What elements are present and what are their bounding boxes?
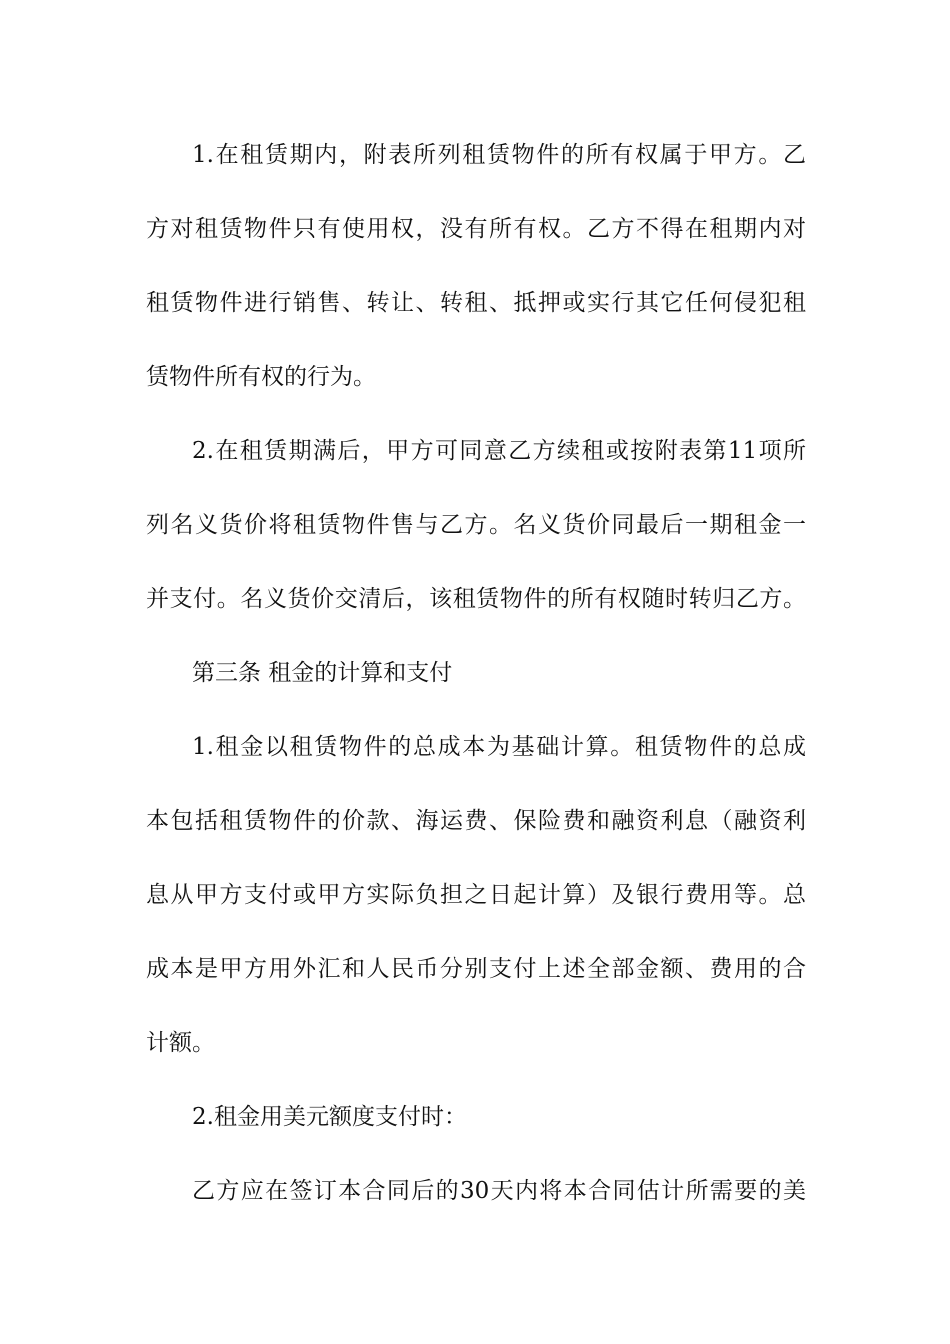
paragraph-2-line-3: 并支付。名义货价交清后，该租赁物件的所有权随时转归乙方。 <box>146 586 806 612</box>
paragraph-4-line-1: 2.租金用美元额度支付时： <box>192 1104 467 1130</box>
paragraph-1-line-1: 1.在租赁期内，附表所列租赁物件的所有权属于甲方。乙 <box>192 142 806 168</box>
paragraph-3-line-3: 息从甲方支付或甲方实际负担之日起计算）及银行费用等。总 <box>146 882 806 908</box>
paragraph-3-line-4: 成本是甲方用外汇和人民币分别支付上述全部金额、费用的合 <box>146 956 806 982</box>
paragraph-1-line-2: 方对租赁物件只有使用权，没有所有权。乙方不得在租期内对 <box>146 216 806 242</box>
paragraph-1-line-3: 租赁物件进行销售、转让、转租、抵押或实行其它任何侵犯租 <box>146 290 806 316</box>
paragraph-3-line-5: 计额。 <box>146 1030 215 1056</box>
paragraph-2-line-2: 列名义货价将租赁物件售与乙方。名义货价同最后一期租金一 <box>146 512 806 538</box>
paragraph-3-line-2: 本包括租赁物件的价款、海运费、保险费和融资利息（融资利 <box>146 808 806 834</box>
paragraph-1-line-4: 赁物件所有权的行为。 <box>146 364 376 390</box>
paragraph-2-line-1: 2.在租赁期满后，甲方可同意乙方续租或按附表第11项所 <box>192 438 806 464</box>
paragraph-5-line-1: 乙方应在签订本合同后的30天内将本合同估计所需要的美 <box>192 1178 806 1204</box>
paragraph-3-line-1: 1.租金以租赁物件的总成本为基础计算。租赁物件的总成 <box>192 734 806 760</box>
article-heading: 第三条 租金的计算和支付 <box>192 660 453 686</box>
